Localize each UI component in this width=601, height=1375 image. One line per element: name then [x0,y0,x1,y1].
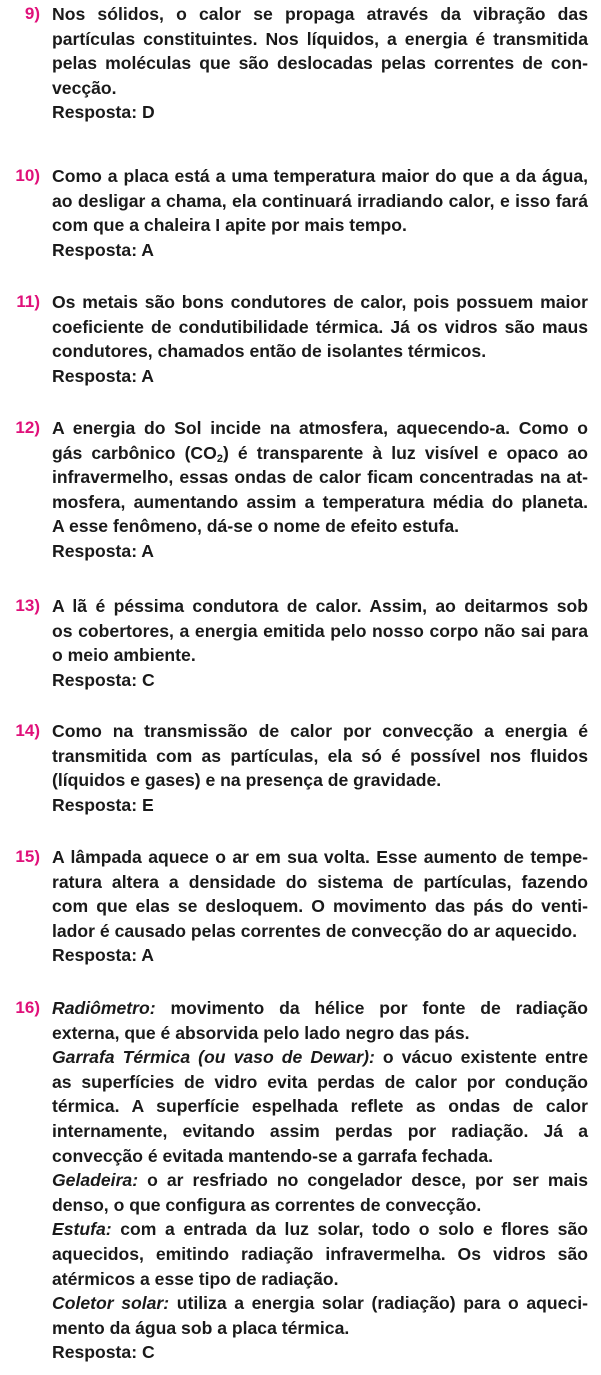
text-line: Como a placa está a uma temperatura maior do que a da água, [52,166,588,186]
text-line: A lã é péssima condutora de calor. Assim, ao deitarmos sob [52,596,588,616]
text-segment: utiliza a energia solar (radiação) para o aqueci- [169,1293,588,1314]
text-line: vecção. [52,77,117,98]
text-line: A energia do Sol incide na atmosfera, aquecendo-a. Como o [52,418,588,438]
text-line: aquecidos, emitindo radiação infravermelha. Os vidros são [52,1243,588,1264]
text-line: externa, que é absorvida pelo lado negro das pás. [52,1022,470,1043]
answer-label: Resposta: D [52,102,155,123]
text-line: pelas moléculas que são deslocadas pelas correntes de con- [52,53,588,74]
text-line [52,1217,588,1242]
text-line: denso, o que configura as correntes de convecção. [52,1194,482,1215]
answer-label: Resposta: A [52,945,154,966]
item-number: 13) [15,596,40,615]
text-line: o meio ambiente. [52,645,196,666]
text-line: coeficiente de condutibilidade térmica. Já os vidros são maus [52,316,588,337]
text-segment: gás carbônico (CO [52,442,217,463]
text-segment: ) é transparente à luz visível e opaco ao [222,442,589,463]
text-segment: o vácuo existente entre [374,1047,588,1068]
item-text [52,594,588,692]
text-line: com que a chaleira I apite por mais tempo. [52,215,407,236]
item-number: 14) [15,721,40,740]
text-line: A lâmpada aquece o ar em sua volta. Esse aumento de tempe- [52,847,588,867]
term-garrafa-termica: Garrafa Térmica (ou vaso de Dewar): [52,1047,375,1068]
item-number: 16) [15,998,40,1017]
text-line [52,996,588,1021]
text-line: (líquidos e gases) e na presença de gravidade. [52,770,442,791]
term-estufa: Estufa: [52,1219,112,1240]
text-line: mento da água sob a placa térmica. [52,1317,350,1338]
text-line: térmica. A superfície espelhada reflete as ondas de calor [52,1096,588,1117]
item-number: 12) [15,418,40,437]
item-text [52,416,588,564]
answer-label: Resposta: A [52,239,154,260]
text-line: lador é causado pelas correntes de convecção do ar aquecido. [52,920,578,941]
text-line: condutores, chamados então de isolantes térmicos. [52,341,487,362]
text-line: infravermelho, essas ondas de calor ficam concentradas na at- [52,467,588,488]
text-line [52,441,588,466]
term-geladeira: Geladeira: [52,1170,139,1191]
item-text [52,290,588,388]
item-text [52,2,588,125]
item-text [52,845,588,968]
text-line: ao desligar a chama, ela continuará irradiando calor, e isso fará [52,190,588,211]
text-line [52,1291,588,1316]
item-text [52,719,588,817]
text-line: Nos sólidos, o calor se propaga através da vibração das [52,4,588,24]
item-number: 15) [15,847,40,866]
text-line: internamente, evitando assim perdas por radiação. Já a [52,1120,588,1141]
item-text [52,996,588,1365]
text-segment: com a entrada da luz solar, todo o solo e flores são [111,1219,588,1240]
text-line: transmitida com as partículas, ela só é possível nos fluidos [52,745,588,766]
text-line: Os metais são bons condutores de calor, pois possuem maior [52,292,588,312]
text-line: ratura altera a densidade do sistema de partículas, fazendo [52,871,588,892]
item-number: 9) [24,4,40,23]
text-line: convecção é evitada mantendo-se a garrafa fechada. [52,1145,494,1166]
item-number: 11) [16,292,40,311]
text-segment: movimento da hélice por fonte de radiação [155,998,588,1018]
text-line: Como na transmissão de calor por convecção a energia é [52,721,588,741]
answer-label: Resposta: C [52,669,155,690]
subscript: 2 [216,452,223,465]
item-text [52,164,588,262]
text-line [52,1168,588,1193]
answer-label: Resposta: C [52,1342,155,1363]
text-line: com que elas se desloquem. O movimento das pás do venti- [52,896,588,917]
text-line: atérmicos a esse tipo de radiação. [52,1268,339,1289]
answer-label: Resposta: A [52,540,154,561]
text-line: partículas constituintes. Nos líquidos, a energia é transmitida [52,28,588,49]
term-coletor-solar: Coletor solar: [52,1293,170,1314]
text-line: as superfícies de vidro evita perdas de calor por condução [52,1071,588,1092]
term-radiometro: Radiômetro: [52,998,156,1018]
item-number: 10) [15,166,40,185]
answer-label: Resposta: A [52,365,154,386]
text-line: A esse fenômeno, dá-se o nome de efeito estufa. [52,516,460,537]
text-line: os cobertores, a energia emitida pelo nosso corpo não sai para [52,620,588,641]
text-line [52,1045,588,1070]
answer-label: Resposta: E [52,794,154,815]
text-segment: o ar resfriado no congelador desce, por ser mais [138,1170,588,1191]
text-line: mosfera, aumentando assim a temperatura média do planeta. [52,491,588,512]
